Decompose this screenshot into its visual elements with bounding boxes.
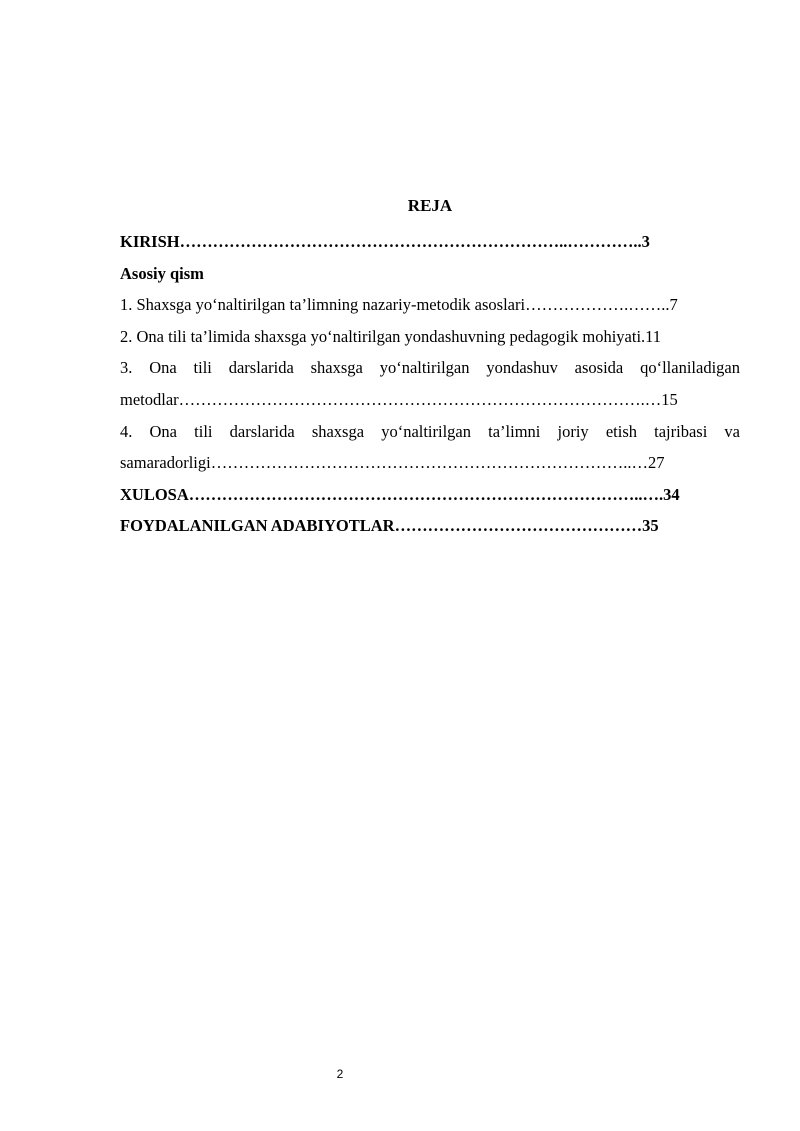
page-number: 2	[336, 1067, 344, 1081]
toc-entry-4-line-1: 4. Ona tili darslarida shaxsga yo‘naltirilgan ta’limni joriy etish tajribasi va	[120, 421, 740, 441]
toc-entry-xulosa: XULOSA………………………………………………………………………..….34	[120, 484, 680, 504]
toc-entry-kirish: KIRISH……………………………………………………………..…………..3	[120, 232, 650, 251]
toc-entry-4-line-2: samaradorligi…………………………………………………………………..…27	[120, 453, 665, 473]
toc-entry-1: 1. Shaxsga yo‘naltirilgan ta’limning nazariy-metodik asoslari……………….……..7	[120, 295, 678, 315]
toc-entry-references: FOYDALANILGAN ADABIYOTLAR………………………………………35	[120, 516, 659, 536]
toc-entry-2: 2. Ona tili ta’limida shaxsga yo‘naltirilgan yondashuvning pedagogik mohiyati.11	[120, 326, 662, 346]
page-title: REJA	[407, 196, 453, 215]
toc-section-heading: Asosiy qism	[120, 263, 204, 283]
toc-entry-3-line-1: 3. Ona tili darslarida shaxsga yo‘naltirilgan yondashuv asosida qo‘llaniladigan	[120, 358, 740, 378]
toc-entry-3-line-2: metodlar………………………………………………………………………….…15	[120, 389, 678, 409]
table-of-contents	[120, 226, 740, 542]
